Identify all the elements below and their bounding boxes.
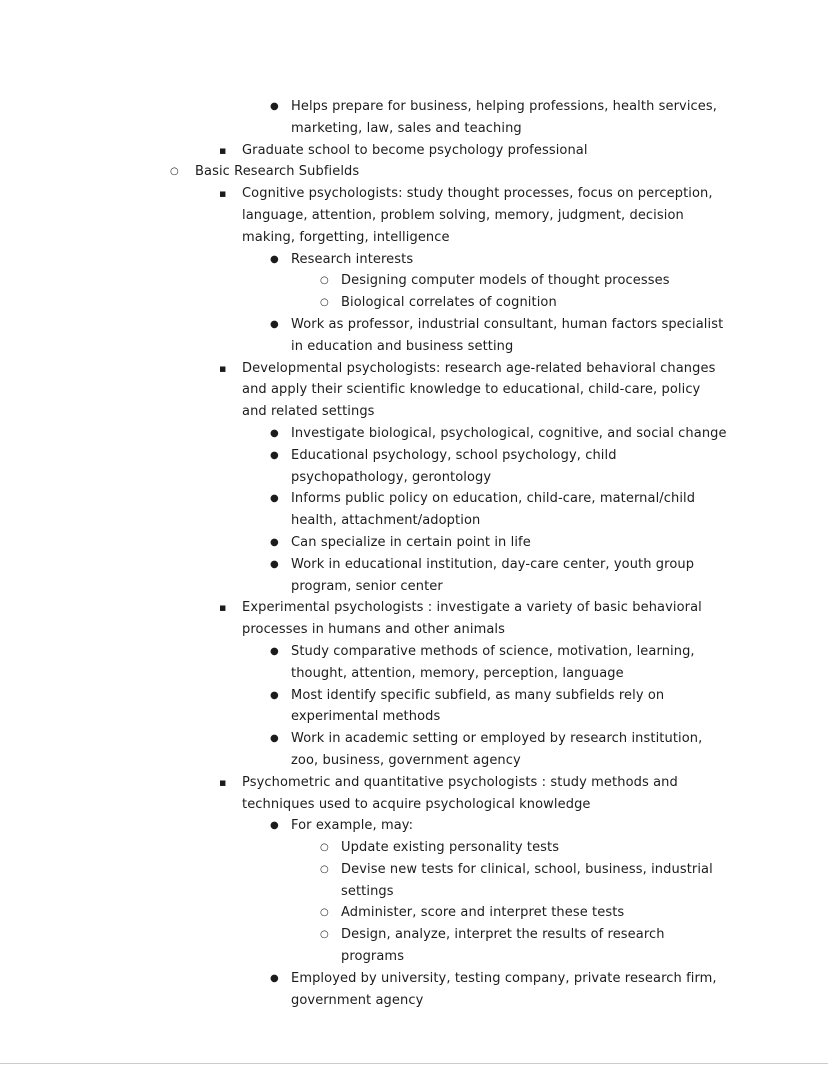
list-item — [163, 423, 729, 445]
list-item — [163, 859, 729, 903]
disc-bullet-icon: ● — [270, 253, 279, 265]
list-item — [163, 815, 729, 837]
list-item — [163, 314, 729, 358]
circle-bullet-icon: ○ — [320, 842, 329, 854]
list-item — [163, 641, 729, 685]
square-bullet-icon: ▪ — [219, 601, 227, 615]
disc-bullet-icon: ● — [270, 536, 279, 548]
circle-bullet-icon: ○ — [320, 907, 329, 919]
disc-bullet-icon: ● — [270, 558, 279, 570]
square-bullet-icon: ▪ — [219, 775, 227, 789]
list-item — [163, 968, 729, 1012]
list-item — [163, 270, 729, 292]
circle-bullet-icon: ○ — [320, 863, 329, 875]
list-item-text: Biological correlates of cognition — [341, 295, 557, 311]
square-bullet-icon: ▪ — [219, 187, 227, 201]
list-item-text: Informs public policy on education, child-care, maternal/child health, attachment/adoption — [291, 491, 696, 529]
list-item — [163, 532, 729, 554]
list-item-text: Investigate biological, psychological, cognitive, and social change — [291, 425, 727, 441]
list-item — [163, 140, 729, 162]
list-item-text: Design, analyze, interpret the results of research programs — [341, 927, 665, 965]
list-item-text: Update existing personality tests — [341, 840, 560, 856]
disc-bullet-icon: ● — [270, 972, 279, 984]
list-item-text: Cognitive psychologists: study thought processes, focus on perception, language, attention, problem solving, memory, judgment, decision making, forgetting, intelligence — [242, 186, 713, 245]
disc-bullet-icon: ● — [270, 645, 279, 657]
disc-bullet-icon: ● — [270, 318, 279, 330]
disc-bullet-icon: ● — [270, 689, 279, 701]
list-item-text: Research interests — [291, 251, 414, 267]
disc-bullet-icon: ● — [270, 820, 279, 832]
list-item — [163, 445, 729, 489]
list-item-text: Most identify specific subfield, as many subfields rely on experimental methods — [291, 687, 665, 725]
list-item — [163, 728, 729, 772]
list-item-text: Educational psychology, school psychology, child psychopathology, gerontology — [291, 447, 617, 485]
list-item-text: Developmental psychologists: research age-related behavioral changes and apply their scientific knowledge to educational, child-care, policy and related settings — [242, 360, 716, 420]
circle-bullet-icon: ○ — [320, 297, 329, 309]
square-bullet-icon: ▪ — [219, 361, 227, 375]
list-item-text: Psychometric and quantitative psychologists : study methods and techniques used to acquire psychological knowledge — [242, 774, 678, 812]
list-item — [163, 183, 729, 248]
square-bullet-icon: ▪ — [219, 143, 227, 157]
list-item-text: Experimental psychologists : investigate a variety of basic behavioral processes in humans and other animals — [242, 600, 702, 638]
list-item-text: Work in academic setting or employed by research institution, zoo, business, government agency — [291, 731, 703, 768]
circle-bullet-icon: ○ — [320, 275, 329, 287]
list-item — [163, 597, 729, 641]
list-item — [163, 96, 729, 140]
disc-bullet-icon: ● — [270, 101, 279, 112]
list-item-text: Work as professor, industrial consultant, human factors specialist in education and business setting — [291, 316, 724, 354]
list-item-text: For example, may: — [291, 818, 414, 834]
disc-bullet-icon: ● — [270, 493, 279, 505]
circle-bullet-icon: ○ — [170, 166, 179, 178]
list-item — [163, 772, 729, 816]
list-item — [163, 902, 729, 924]
list-item-text: Work in educational institution, day-care center, youth group program, senior center — [291, 556, 695, 594]
list-item-text: Graduate school to become psychology professional — [242, 142, 588, 158]
list-item — [163, 554, 729, 598]
list-item — [163, 685, 729, 729]
list-item-text: Employed by university, testing company, private research firm, government agency — [291, 970, 717, 1008]
list-item-text: Helps prepare for business, helping professions, health services, marketing, law, sales and teaching — [291, 99, 718, 136]
disc-bullet-icon: ● — [270, 427, 279, 439]
list-item-text: Basic Research Subfields — [195, 164, 360, 180]
list-item — [163, 488, 729, 532]
disc-bullet-icon: ● — [270, 449, 279, 461]
page-bottom-edge — [0, 1063, 828, 1064]
list-item-text: Can specialize in certain point in life — [291, 534, 531, 550]
list-item-text: Designing computer models of thought processes — [341, 273, 670, 289]
list-item — [163, 161, 729, 183]
list-item-text: Devise new tests for clinical, school, business, industrial settings — [341, 861, 713, 899]
list-item — [163, 249, 729, 271]
list-item — [163, 358, 729, 423]
list-item — [163, 924, 729, 968]
circle-bullet-icon: ○ — [320, 929, 329, 941]
list-item — [163, 837, 729, 859]
list-item — [163, 292, 729, 314]
list-item-text: Administer, score and interpret these tests — [341, 905, 625, 921]
disc-bullet-icon: ● — [270, 733, 279, 745]
list-item-text: Study comparative methods of science, motivation, learning, thought, attention, memory, perception, language — [291, 643, 695, 681]
bullet-list — [163, 96, 729, 1011]
